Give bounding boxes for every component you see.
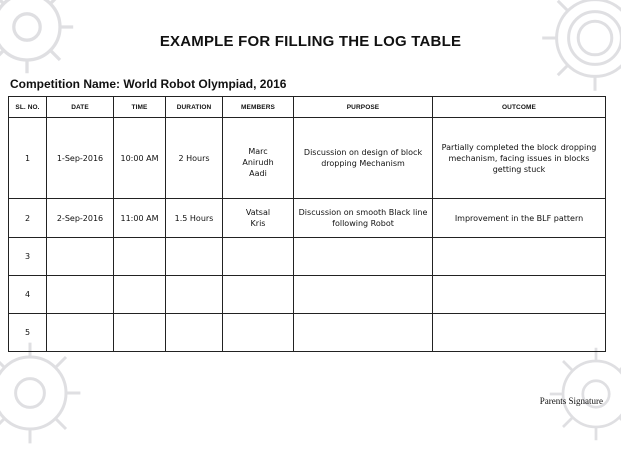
cell-duration: 1.5 Hours: [166, 199, 223, 238]
cell-purpose[interactable]: [294, 238, 433, 276]
cell-members[interactable]: [223, 314, 294, 352]
cell-members: Marc Anirudh Aadi: [223, 118, 294, 199]
cell-date[interactable]: [47, 238, 114, 276]
cell-date: 2-Sep-2016: [47, 199, 114, 238]
cell-date: 1-Sep-2016: [47, 118, 114, 199]
cell-time: 11:00 AM: [114, 199, 166, 238]
cell-duration[interactable]: [166, 314, 223, 352]
cell-sl-no: 2: [9, 199, 47, 238]
cell-time[interactable]: [114, 276, 166, 314]
cell-date[interactable]: [47, 276, 114, 314]
table-header-row: [9, 97, 606, 118]
table-row: [9, 118, 606, 199]
cell-time[interactable]: [114, 314, 166, 352]
cell-purpose: Discussion on design of block dropping Mechanism: [294, 118, 433, 199]
cell-sl-no: 5: [9, 314, 47, 352]
parents-signature-label: Parents Signature: [539, 396, 603, 406]
cell-outcome: Improvement in the BLF pattern: [433, 199, 606, 238]
header-members: MEMBERS: [223, 97, 294, 118]
gear-watermark-icon: [541, 339, 621, 449]
cell-sl-no: 1: [9, 118, 47, 199]
cell-duration[interactable]: [166, 276, 223, 314]
cell-outcome[interactable]: [433, 314, 606, 352]
table-row: [9, 314, 606, 352]
cell-outcome: Partially completed the block dropping mechanism, facing issues in blocks getting stuck: [433, 118, 606, 199]
cell-members[interactable]: [223, 276, 294, 314]
table-row: [9, 276, 606, 314]
cell-outcome[interactable]: [433, 238, 606, 276]
cell-sl-no: 3: [9, 238, 47, 276]
cell-time: 10:00 AM: [114, 118, 166, 199]
competition-name: Competition Name: World Robot Olympiad, 2016: [10, 77, 287, 91]
cell-date[interactable]: [47, 314, 114, 352]
header-sl-no: SL. NO.: [9, 97, 47, 118]
cell-outcome[interactable]: [433, 276, 606, 314]
cell-members[interactable]: [223, 238, 294, 276]
header-date: DATE: [47, 97, 114, 118]
header-outcome: OUTCOME: [433, 97, 606, 118]
table-row: [9, 238, 606, 276]
cell-purpose: Discussion on smooth Black line following Robot: [294, 199, 433, 238]
cell-purpose[interactable]: [294, 276, 433, 314]
cell-time[interactable]: [114, 238, 166, 276]
header-purpose: PURPOSE: [294, 97, 433, 118]
header-time: TIME: [114, 97, 166, 118]
cell-purpose[interactable]: [294, 314, 433, 352]
log-table: [8, 96, 606, 352]
cell-sl-no: 4: [9, 276, 47, 314]
header-duration: DURATION: [166, 97, 223, 118]
cell-members: Vatsal Kris: [223, 199, 294, 238]
cell-duration: 2 Hours: [166, 118, 223, 199]
table-row: [9, 199, 606, 238]
cell-duration[interactable]: [166, 238, 223, 276]
page-title: EXAMPLE FOR FILLING THE LOG TABLE: [159, 33, 462, 50]
